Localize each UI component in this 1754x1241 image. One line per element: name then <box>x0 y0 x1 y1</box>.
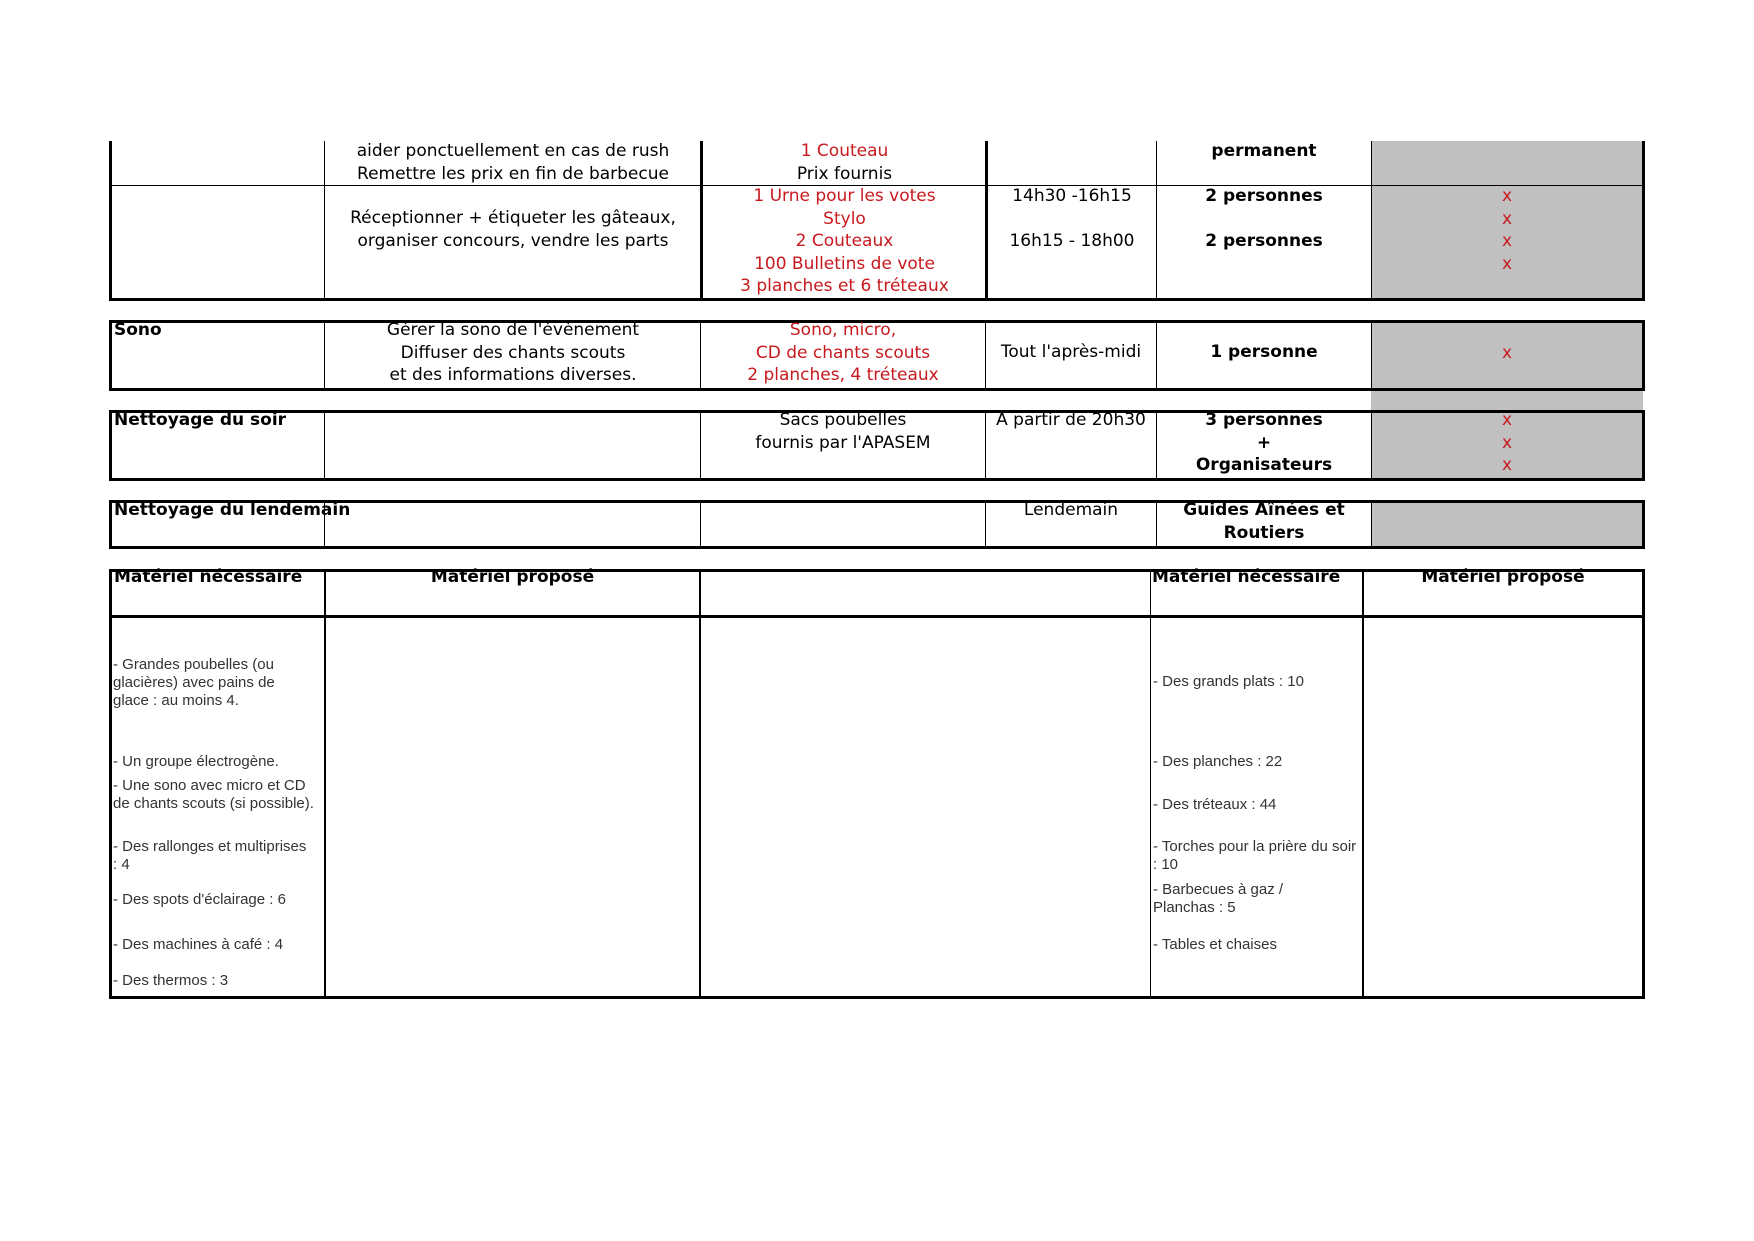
sono-mark: x <box>1501 343 1513 363</box>
row2-people-2: 2 personnes <box>1205 231 1323 251</box>
row2-time-1: 14h30 -16h15 <box>1012 186 1132 206</box>
material-line: Prix fournis <box>796 163 893 184</box>
row1-people: permanent <box>1211 141 1317 161</box>
task-line: Remettre les prix en fin de barbecue <box>357 163 669 184</box>
left-item: - Grandes poubelles (ou glacières) avec pains de glace : au moins 4. <box>113 656 275 709</box>
task-line: Gérer la sono de l'évènement <box>386 320 640 340</box>
mark-x: x <box>1501 208 1513 229</box>
block-bottom <box>110 298 1645 301</box>
col-divider <box>1156 141 1157 299</box>
mark-x: x <box>1501 432 1513 453</box>
col-divider <box>1371 502 1372 547</box>
people-line: Organisateurs <box>1195 455 1333 475</box>
material-line: 1 Couteau <box>800 141 889 161</box>
right-item: - Des planches : 22 <box>1153 753 1283 770</box>
soir-name: Nettoyage du soir <box>114 410 287 430</box>
header-materiel-necessaire-left: Matériel nécessaire <box>114 567 303 587</box>
left-item: - Des thermos : 3 <box>113 972 229 989</box>
sono-material <box>701 319 985 387</box>
right-item: - Torches pour la prière du soir : 10 <box>1153 838 1357 873</box>
col-divider <box>324 571 326 997</box>
material-line: fournis par l'APASEM <box>755 432 931 453</box>
row1-task <box>325 140 701 185</box>
row2-task <box>325 207 701 252</box>
task-line: organiser concours, vendre les parts <box>357 230 669 251</box>
material-line: Stylo <box>823 208 866 229</box>
row2-marks <box>1372 185 1642 275</box>
left-item: - Une sono avec micro et CD de chants scouts (si possible). <box>113 777 314 812</box>
col-divider <box>700 502 701 547</box>
lendemain-time: Lendemain <box>1023 500 1119 520</box>
row2-people-1: 2 personnes <box>1205 186 1323 206</box>
row2-time-2: 16h15 - 18h00 <box>1009 231 1135 251</box>
row1-material <box>703 140 986 185</box>
material-line: 3 planches et 6 tréteaux <box>740 276 949 296</box>
sono-task <box>325 319 701 387</box>
header-materiel-propose-right: Matériel proposé <box>1421 567 1585 587</box>
task-line: Réceptionner + étiqueter les gâteaux, <box>350 208 676 228</box>
soir-people <box>1157 409 1371 477</box>
task-line: et des informations diverses. <box>389 365 637 385</box>
left-item: - Des machines à café : 4 <box>113 936 284 953</box>
soir-material <box>701 409 985 454</box>
materials-frame <box>109 569 1645 999</box>
right-item: - Des tréteaux : 44 <box>1153 796 1277 813</box>
material-line: 100 Bulletins de vote <box>754 253 935 274</box>
soir-time: A partir de 20h30 <box>996 410 1146 430</box>
left-item: - Des rallonges et multiprises : 4 <box>113 838 307 873</box>
people-line: 3 personnes <box>1205 410 1323 430</box>
right-item: - Barbecues à gaz / Planchas : 5 <box>1153 881 1284 916</box>
border-right <box>1642 141 1645 301</box>
header-materiel-necessaire-right: Matériel nécessaire <box>1152 567 1341 587</box>
row2-material <box>703 185 986 298</box>
left-item: - Des spots d'éclairage : 6 <box>113 891 286 908</box>
sono-name: Sono <box>114 320 162 340</box>
col-divider <box>324 412 325 479</box>
task-line: aider ponctuellement en cas de rush <box>356 141 670 161</box>
task-line: Diffuser des chants scouts <box>400 342 626 363</box>
material-line: Sono, micro, <box>789 320 897 340</box>
mark-x: x <box>1501 231 1513 251</box>
header-materiel-propose-left: Matériel proposé <box>430 567 595 587</box>
people-line: + <box>1256 432 1272 453</box>
lendemain-name: Nettoyage du lendemain <box>114 500 351 520</box>
material-line: CD de chants scouts <box>755 342 931 363</box>
material-line: 2 Couteaux <box>795 231 894 251</box>
right-item: - Tables et chaises <box>1153 936 1277 953</box>
mark-x: x <box>1501 186 1513 206</box>
people-line: Routiers <box>1223 522 1305 543</box>
material-line: 2 planches, 4 tréteaux <box>747 365 939 385</box>
mark-x: x <box>1501 455 1513 475</box>
right-item: - Des grands plats : 10 <box>1153 673 1304 690</box>
mark-x: x <box>1501 410 1513 430</box>
col-divider <box>1362 571 1364 997</box>
sono-people: 1 personne <box>1210 342 1318 362</box>
materials-header-divider <box>110 615 1644 618</box>
lendemain-people <box>1157 499 1371 544</box>
border-left <box>109 141 112 301</box>
material-line: Sacs poubelles <box>779 410 907 430</box>
mark-x: x <box>1501 253 1513 274</box>
col-divider <box>699 571 701 997</box>
people-line: Guides Aînées et <box>1183 500 1345 520</box>
left-item: - Un groupe électrogène. <box>113 753 279 770</box>
sono-time: Tout l'après-midi <box>1000 342 1142 362</box>
material-line: 1 Urne pour les votes <box>753 186 936 206</box>
soir-marks <box>1372 409 1642 477</box>
col-divider <box>1150 571 1151 997</box>
